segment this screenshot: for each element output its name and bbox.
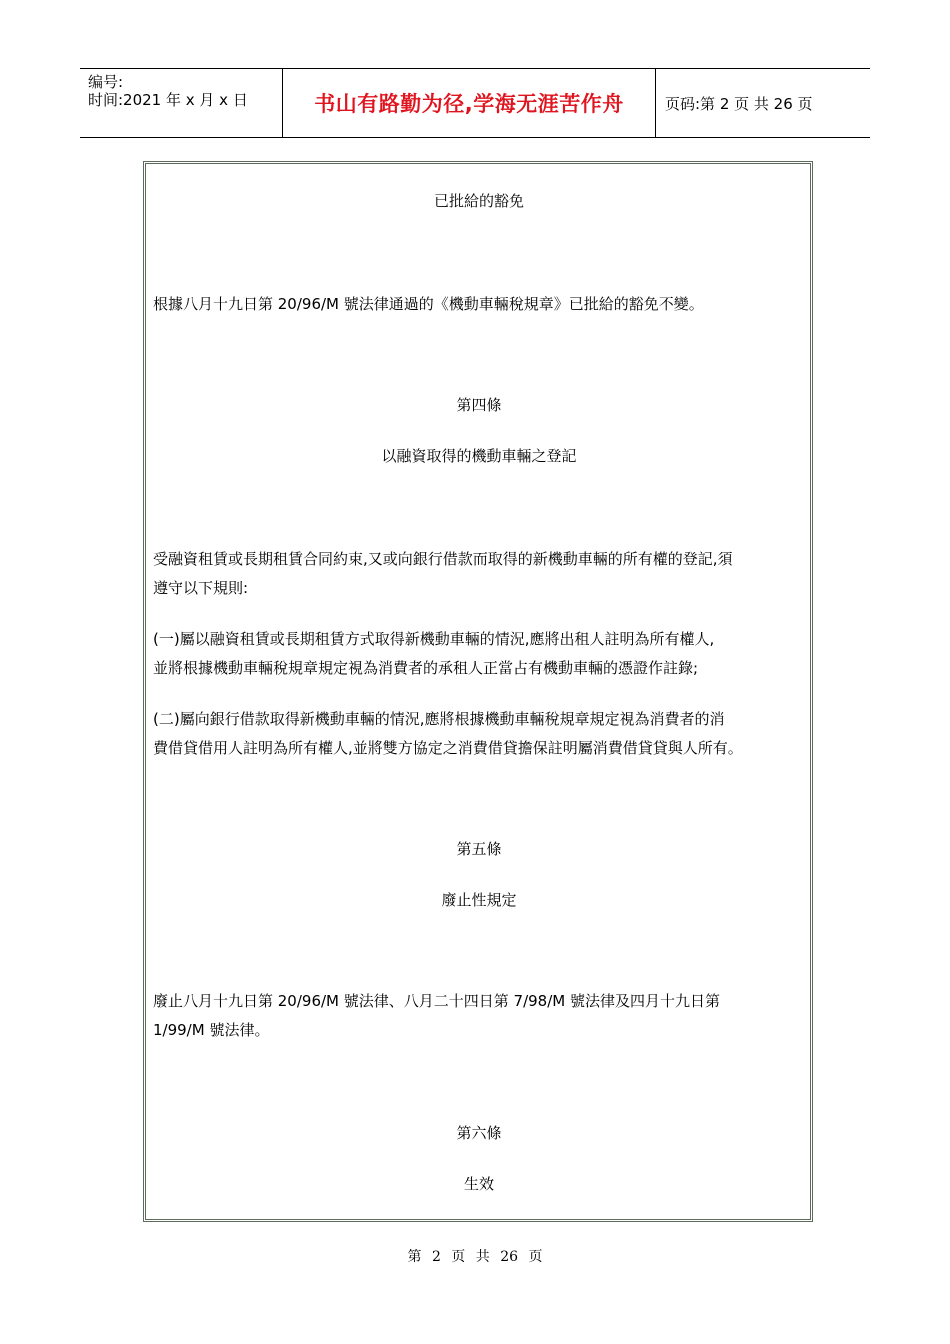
number-label: 编号: (88, 73, 124, 91)
article-5-paragraph-line-2: 1/99/M 號法律。 (153, 1021, 270, 1039)
page-footer: 第 2 页 共 26 页 (407, 1249, 543, 1265)
content-frame (143, 161, 813, 1222)
page-header (80, 68, 870, 138)
article-5-paragraph-line-1: 廢止八月十九日第 20/96/M 號法律、八月二十四日第 7/98/M 號法律及四月十九日第 (153, 992, 720, 1010)
article-4-number: 第四條 (456, 396, 502, 414)
header-page-cell (655, 69, 870, 137)
header-page-info: 页码:第 2 页 共 26 页 (665, 94, 813, 113)
article-4-item-1-line-2: 並將根據機動車輛稅規章規定視為消費者的承租人正當占有機動車輛的憑證作註錄; (153, 659, 699, 677)
article-4-title: 以融資取得的機動車輛之登記 (381, 447, 577, 465)
header-meta (80, 69, 282, 137)
heading-exemption: 已批給的豁免 (433, 192, 524, 210)
article-5-title: 廢止性規定 (441, 891, 517, 909)
article-4-paragraph-line-2: 遵守以下規則: (153, 579, 249, 597)
header-motto-cell (282, 69, 656, 137)
paragraph-exemption: 根據八月十九日第 20/96/M 號法律通過的《機動車輛稅規章》已批給的豁免不變。 (153, 295, 704, 313)
article-6-number: 第六條 (456, 1124, 502, 1142)
article-4-item-2-line-2: 費借貸借用人註明為所有權人,並將雙方協定之消費借貸擔保註明屬消費借貸貸與人所有。 (153, 739, 743, 757)
motto: 书山有路勤为径,学海无涯苦作舟 (314, 92, 624, 116)
article-4-item-2-line-1: (二)屬向銀行借款取得新機動車輛的情況,應將根據機動車輛稅規章規定視為消費者的消 (153, 710, 725, 728)
article-4-item-1-line-1: (一)屬以融資租賃或長期租賃方式取得新機動車輛的情況,應將出租人註明為所有權人, (153, 630, 715, 648)
date-label: 时间:2021 年 x 月 x 日 (88, 91, 248, 109)
article-5-number: 第五條 (456, 840, 502, 858)
article-6-title: 生效 (463, 1175, 494, 1193)
article-4-paragraph-line-1: 受融資租賃或長期租賃合同約束,又或向銀行借款而取得的新機動車輛的所有權的登記,須 (153, 550, 733, 568)
